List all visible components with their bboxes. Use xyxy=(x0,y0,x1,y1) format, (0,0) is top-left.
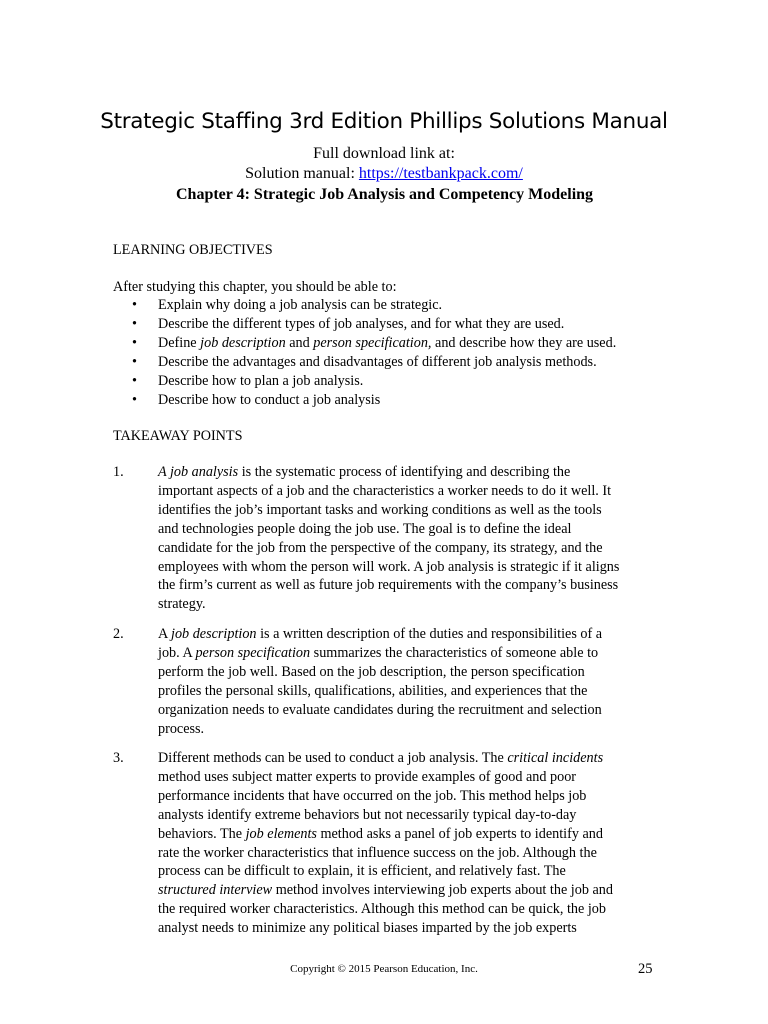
solution-manual-line xyxy=(0,165,768,183)
solution-label: Solution manual: xyxy=(245,165,359,182)
objectives-intro: After studying this chapter, you should be able to: xyxy=(113,279,397,295)
download-line: Full download link at: xyxy=(313,145,455,162)
chapter-heading: Chapter 4: Strategic Job Analysis and Competency Modeling xyxy=(176,186,594,203)
list-item: • Describe how to plan a job analysis. xyxy=(132,372,364,389)
list-item: • Describe the advantages and disadvantages of different job analysis methods. xyxy=(132,353,597,370)
point-body: A job description is a written description of the duties and responsibilities of a job. A person specification summarizes the characteristics of someone able to perform the job well. Based on the job description, the person specification profiles the personal skills, qualifications, abilities, and experiences that the organization needs to evaluate candidates during the recruitment and selection process. xyxy=(158,626,603,737)
list-item: • Explain why doing a job analysis can be strategic. xyxy=(132,297,443,313)
page-number: 25 xyxy=(638,961,653,977)
bullet: • xyxy=(132,297,137,313)
solution-link[interactable]: https://testbankpack.com/ xyxy=(358,165,523,182)
point-body: Different methods can be used to conduct a job analysis. The critical incidents method uses subject matter experts to provide examples of good and poor performance incidents that have occurred on the job. This method helps job analysts identify extreme behaviors but not necessarily typical day-to-day behaviors. The job elements method asks a panel of job experts to identify and rate the worker characteristics that influence success on the job. Although the process can be difficult to explain, it is efficient, and relatively fast. The structured interview method involves interviewing job experts about the job and the required worker characteristics. Although this method can be quick, the job analyst needs to minimize any political biases imparted by the job experts xyxy=(158,750,613,937)
list-item: • Describe how to conduct a job analysis xyxy=(132,391,381,408)
bullet: • xyxy=(132,391,137,408)
point-body: A job analysis is the systematic process of identifying and describing the important aspects of a job and the characteristics a worker needs to do it well. It identifies the job’s important tasks and working conditions as well as the tools and technologies people doing the job use. The goal is to define the ideal candidate for the job from the perspective of the company, its strategy, and the employees with whom the person will work. A job analysis is strategic if it aligns the firm’s current as well as future job requirements with the company’s business strategy. xyxy=(158,464,620,613)
point-number: 1. xyxy=(113,464,124,480)
bullet: • xyxy=(132,315,137,332)
bullet: • xyxy=(132,372,137,389)
objectives-list xyxy=(113,296,616,409)
learning-objectives-heading: LEARNING OBJECTIVES xyxy=(113,242,273,258)
takeaway-points-heading: TAKEAWAY POINTS xyxy=(113,428,243,444)
point-number: 3. xyxy=(113,750,124,766)
copyright-footer: Copyright © 2015 Pearson Education, Inc. xyxy=(290,963,478,975)
bullet: • xyxy=(132,353,137,370)
list-item: • Define job description and person specification, and describe how they are used. xyxy=(132,334,617,351)
point-number: 2. xyxy=(113,626,124,642)
list-item: • Describe the different types of job analyses, and for what they are used. xyxy=(132,315,565,332)
bullet: • xyxy=(132,334,137,351)
document-title: Strategic Staffing 3rd Edition Phillips Solutions Manual xyxy=(100,109,668,134)
